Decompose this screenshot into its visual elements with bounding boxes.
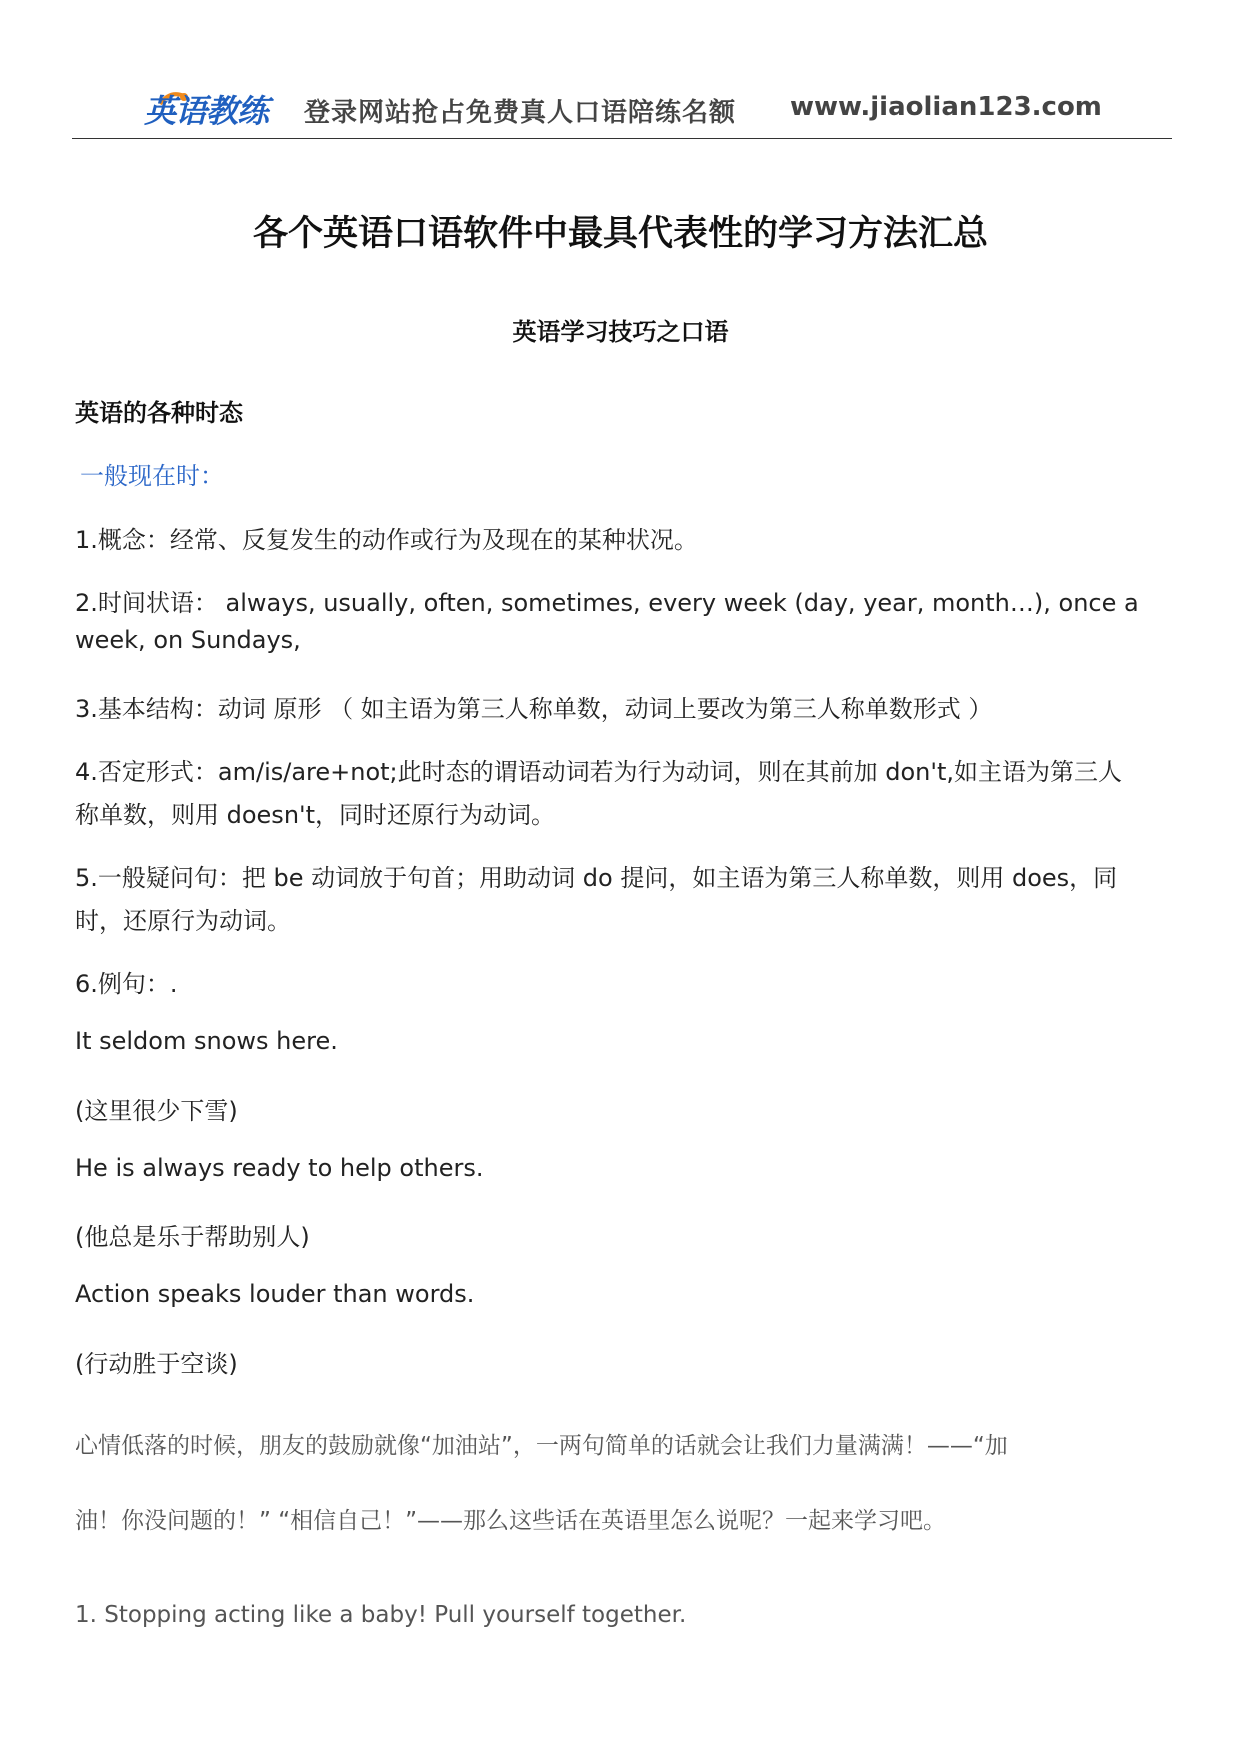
text-line: 2.时间状语： always, usually, often, sometimes, every week (day, year, month…), once a bbox=[75, 589, 1139, 617]
logo-text: 英语教练 bbox=[144, 92, 269, 130]
header-url[interactable]: www.jiaolian123.com bbox=[790, 92, 1102, 122]
example-translation: (这里很少下雪) bbox=[75, 1097, 238, 1125]
text-line: 称单数，则用 doesn't，同时还原行为动词。 bbox=[75, 801, 556, 829]
text-line: week, on Sundays, bbox=[75, 626, 301, 654]
text-line: 4.否定形式：am/is/are+not;此时态的谓语动词若为行为动词，则在其前加 don't,如主语为第三人 bbox=[75, 758, 1123, 786]
example-sentence: He is always ready to help others. bbox=[75, 1154, 484, 1182]
text-line: 1.概念：经常、反复发生的动作或行为及现在的某种状况。 bbox=[75, 526, 698, 554]
document-subtitle: 英语学习技巧之口语 bbox=[512, 318, 729, 346]
text-line: 时，还原行为动词。 bbox=[75, 907, 291, 935]
header-slogan: 登录网站抢占免费真人口语陪练名额 bbox=[304, 98, 737, 128]
example-translation: (他总是乐于帮助别人) bbox=[75, 1223, 310, 1251]
paragraph-line: 油！你没问题的！” “相信自己！”——那么这些话在英语里怎么说呢？一起来学习吧。 bbox=[75, 1508, 947, 1534]
text-line: 6.例句：. bbox=[75, 970, 178, 998]
example-sentence: Action speaks louder than words. bbox=[75, 1280, 475, 1308]
example-phrase: 1. Stopping acting like a baby! Pull yourself together. bbox=[75, 1602, 687, 1628]
section-heading: 英语的各种时态 bbox=[75, 399, 243, 427]
paragraph-line: 心情低落的时候，朋友的鼓励就像“加油站”，一两句简单的话就会让我们力量满满！——“加 bbox=[75, 1433, 1008, 1459]
page-header bbox=[72, 70, 1172, 139]
example-translation: (行动胜于空谈) bbox=[75, 1350, 238, 1378]
document-title: 各个英语口语软件中最具代表性的学习方法汇总 bbox=[252, 214, 988, 254]
example-sentence: It seldom snows here. bbox=[75, 1027, 338, 1055]
text-line: 5.一般疑问句：把 be 动词放于句首；用助动词 do 提问，如主语为第三人称单数，则用 does，同 bbox=[75, 864, 1118, 892]
tense-heading: 一般现在时： bbox=[80, 462, 224, 490]
text-line: 3.基本结构：动词 原形 （ 如主语为第三人称单数，动词上要改为第三人称单数形式 ） bbox=[75, 695, 993, 723]
